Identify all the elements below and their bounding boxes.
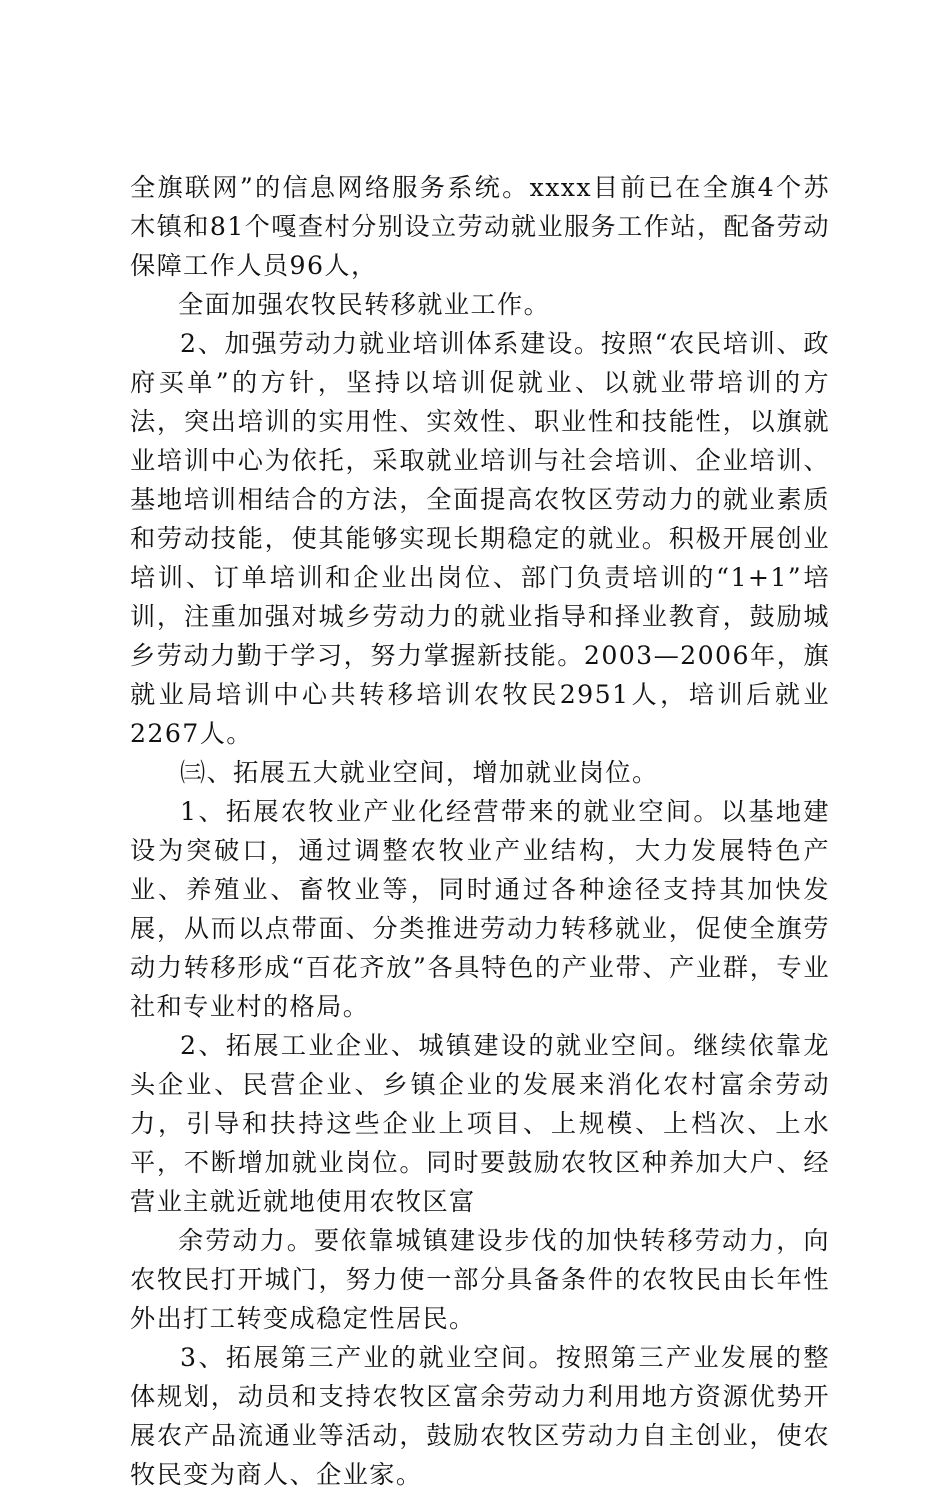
paragraph-7: 3、拓展第三产业的就业空间。按照第三产业发展的整体规划，动员和支持农牧区富余劳动力利用地方资源优势开展农产品流通业等活动，鼓励农牧区劳动力自主创业，使农牧民变为商人、企业家。 [130,1343,830,1489]
paragraph-2: 全面加强农牧民转移就业工作。 [178,290,551,319]
paragraph-6: 余劳动力。要依靠城镇建设步伐的加快转移劳动力，向农牧民打开城门，努力使一部分具备条件的农牧民由长年性外出打工转变成稳定性居民。 [130,1226,830,1333]
paragraph-1: 全旗联网”的信息网络服务系统。xxxx目前已在全旗4个苏木镇和81个嘎查村分别设立劳动就业服务工作站，配备劳动保障工作人员96人， [130,173,830,280]
document-body [130,168,830,1494]
paragraph-3: 2、加强劳动力就业培训体系建设。按照“农民培训、政府买单”的方针，坚持以培训促就业、以就业带培训的方法，突出培训的实用性、实效性、职业性和技能性，以旗就业培训中心为依托，采取就业培训与社会培训、企业培训、基地培训相结合的方法，全面提高农牧区劳动力的就业素质和劳动技能，使其能够实现长期稳定的就业。积极开展创业培训、订单培训和企业出岗位、部门负责培训的“1+1”培训，注重加强对城乡劳动力的就业指导和择业教育，鼓励城乡劳动力勤于学习，努力掌握新技能。2003—2006年，旗就业局培训中心共转移培训农牧民2951人，培训后就业2267人。 [130,329,830,748]
paragraph-5: 2、拓展工业企业、城镇建设的就业空间。继续依靠龙头企业、民营企业、乡镇企业的发展来消化农村富余劳动力，引导和扶持这些企业上项目、上规模、上档次、上水平，不断增加就业岗位。同时要鼓励农牧区种养加大户、经营业主就近就地使用农牧区富 [130,1031,830,1216]
paragraph-4: 1、拓展农牧业产业化经营带来的就业空间。以基地建设为突破口，通过调整农牧业产业结构，大力发展特色产业、养殖业、畜牧业等，同时通过各种途径支持其加快发展，从而以点带面、分类推进劳动力转移就业，促使全旗劳动力转移形成“百花齐放”各具特色的产业带、产业群，专业社和专业村的格局。 [130,797,830,1021]
section-heading-3: ㈢、拓展五大就业空间，增加就业岗位。 [180,758,659,787]
